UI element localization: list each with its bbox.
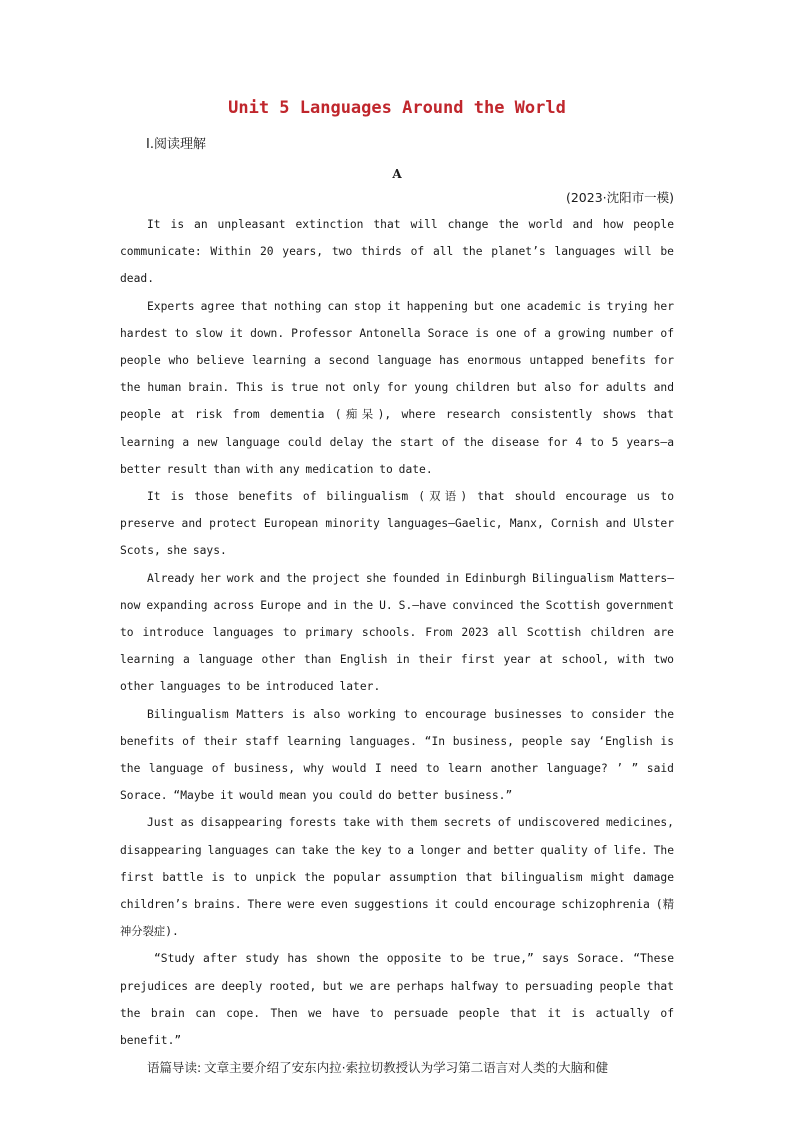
reading-guide: 语篇导读: 文章主要介绍了安东内拉·索拉切教授认为学习第二语言对人类的大脑和健 (147, 1060, 609, 1076)
paragraph-1: It is an unpleasant extinction that will change the world and how people communicate: Within 20 years, two thirds of all the planet’s languages will be dead. (120, 218, 674, 286)
paragraph-6: Just as disappearing forests take with them secrets of undiscovered medicines, disappearing languages can take the key to a longer and better quality of life. The first battle is to unpick the popular assumption that bilingualism might damage children’s brains. There were even suggestions it could encourage schizophrenia (精神分裂症). (120, 816, 674, 939)
paragraph-5: Bilingualism Matters is also working to encourage businesses to consider the benefits of their staff learning languages. “In business, people say ‘English is the language of business, why would I need to learn another language? ’ ” said Sorace. “Maybe it would mean you could do better business.” (120, 707, 674, 803)
document-page (120, 96, 674, 1081)
passage-label: A (392, 167, 402, 181)
passage-source: (2023·沈阳市一模) (565, 190, 674, 205)
section-heading: Ⅰ.阅读理解 (146, 137, 206, 152)
paragraph-4: Already her work and the project she founded in Edinburgh Bilingualism Matters—now expanding across Europe and in the U. S.—have convinced the Scottish government to introduce languages to primary schools. From 2023 all Scottish children are learning a language other than English in their first year at school, with two other languages to be introduced later. (120, 571, 674, 694)
paragraph-7: “Study after study has shown the opposite to be true,” says Sorace. “These prejudices are deeply rooted, but we are perhaps halfway to persuading people that the brain can cope. Then we have to persuade people that it is actually of benefit.” (120, 952, 674, 1048)
document-title: Unit 5 Languages Around the World (228, 98, 566, 118)
paragraph-2: Experts agree that nothing can stop it happening but one academic is trying her hardest to slow it down. Professor Antonella Sorace is one of a growing number of people who believe learning a second language has enormous untapped benefits for the human brain. This is true not only for young children but also for adults and people at risk from dementia (痴呆), where research consistently shows that learning a new language could delay the start of the disease for 4 to 5 years—a better result than with any medication to date. (120, 299, 674, 476)
paragraph-3: It is those benefits of bilingualism (双语) that should encourage us to preserve and protect European minority languages—Gaelic, Manx, Cornish and Ulster Scots, she says. (120, 490, 674, 558)
